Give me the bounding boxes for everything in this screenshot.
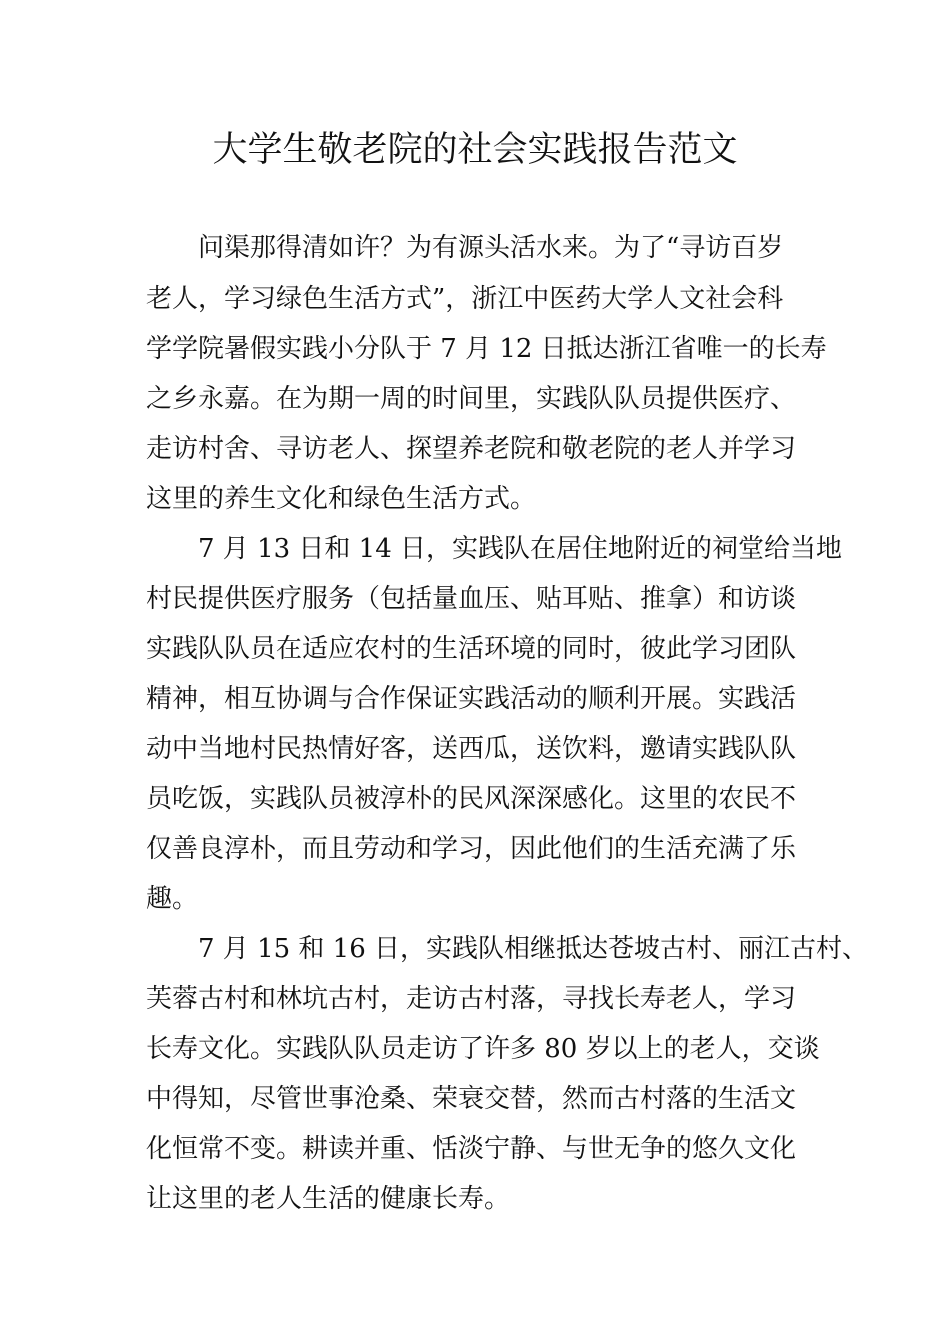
text-line: 村民提供医疗服务（包括量血压、贴耳贴、推拿）和访谈 bbox=[146, 584, 797, 614]
text-line: 问渠那得清如许？为有源头活水来。为了“寻访百岁 bbox=[198, 233, 784, 263]
text-line: 芙蓉古村和林坑古村，走访古村落，寻找长寿老人，学习 bbox=[146, 984, 797, 1014]
text-line: 趣。 bbox=[146, 884, 199, 914]
text-line: 实践队队员在适应农村的生活环境的同时，彼此学习团队 bbox=[146, 634, 797, 664]
text-line: 老人，学习绿色生活方式”，浙江中医药大学人文社会科 bbox=[146, 284, 784, 314]
text-line: 学学院暑假实践小分队于 7 月 12 日抵达浙江省唯一的长寿 bbox=[146, 334, 827, 364]
text-line: 精神，相互协调与合作保证实践活动的顺利开展。实践活 bbox=[146, 684, 797, 714]
text-line: 7 月 13 日和 14 日，实践队在居住地附近的祠堂给当地 bbox=[198, 534, 843, 564]
document-title: 大学生敬老院的社会实践报告范文 bbox=[212, 130, 738, 170]
text-line: 员吃饭，实践队员被淳朴的民风深深感化。这里的农民不 bbox=[146, 784, 797, 814]
text-line: 仅善良淳朴，而且劳动和学习，因此他们的生活充满了乐 bbox=[146, 834, 797, 864]
text-line: 化恒常不变。耕读并重、恬淡宁静、与世无争的悠久文化 bbox=[146, 1134, 797, 1164]
text-line: 让这里的老人生活的健康长寿。 bbox=[146, 1184, 511, 1214]
text-line: 7 月 15 和 16 日，实践队相继抵达苍坡古村、丽江古村、 bbox=[198, 934, 869, 964]
text-line: 之乡永嘉。在为期一周的时间里，实践队队员提供医疗、 bbox=[146, 384, 797, 414]
text-line: 动中当地村民热情好客，送西瓜，送饮料，邀请实践队队 bbox=[146, 734, 797, 764]
text-line: 长寿文化。实践队队员走访了许多 80 岁以上的老人，交谈 bbox=[146, 1034, 820, 1064]
text-line: 这里的养生文化和绿色生活方式。 bbox=[146, 484, 537, 514]
text-line: 走访村舍、寻访老人、探望养老院和敬老院的老人并学习 bbox=[146, 434, 797, 464]
text-line: 中得知，尽管世事沧桑、荣衰交替，然而古村落的生活文 bbox=[146, 1084, 797, 1114]
